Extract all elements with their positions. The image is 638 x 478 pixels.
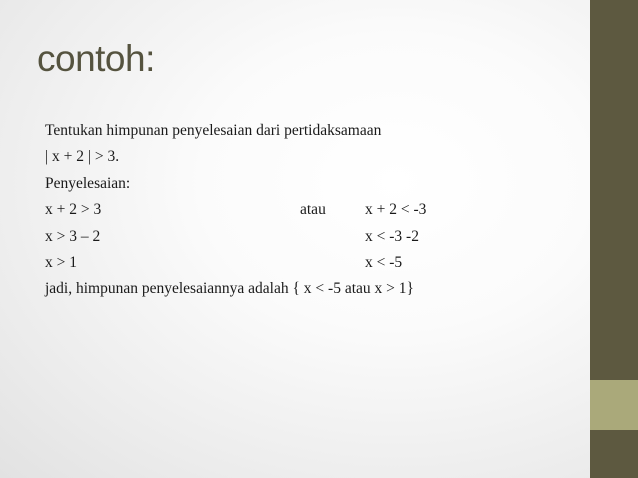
case-1-step-1: x + 2 > 3 <box>45 201 102 219</box>
sidebar-accent-middle <box>590 380 638 430</box>
case-2-step-2: x < -3 -2 <box>365 227 419 245</box>
inequality: | x + 2 | > 3. <box>45 148 120 166</box>
sidebar-accent-top <box>590 0 638 380</box>
conclusion: jadi, himpunan penyelesaiannya adalah { x < -5 atau x > 1} <box>45 280 414 298</box>
case-2-step-1: x + 2 < -3 <box>365 201 427 219</box>
solution-heading: Penyelesaian: <box>45 174 131 192</box>
sidebar-accent-bottom <box>590 430 638 478</box>
or-connector: atau <box>300 201 326 219</box>
problem-statement: Tentukan himpunan penyelesaian dari pertidaksamaan <box>45 122 382 139</box>
slide-title: contoh: <box>37 38 155 79</box>
case-1-step-2: x > 3 – 2 <box>45 227 101 245</box>
case-2-result: x < -5 <box>365 253 403 271</box>
case-1-result: x > 1 <box>45 253 77 271</box>
